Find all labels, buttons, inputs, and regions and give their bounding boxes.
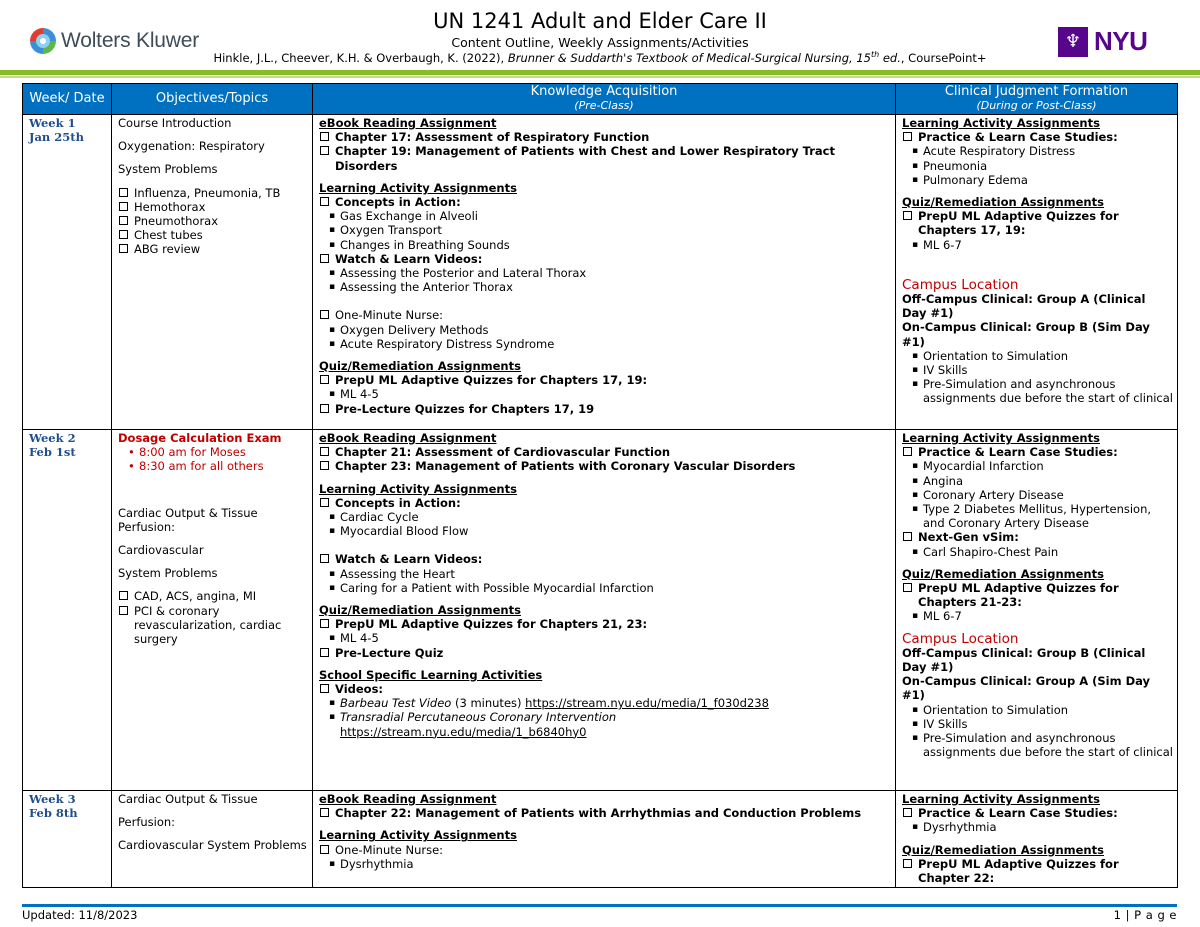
topic-label: Influenza, Pneumonia, TB (134, 185, 281, 200)
list-item: ▪ IV Skills (902, 363, 1173, 377)
citation-tail: , CoursePoint+ (900, 50, 987, 65)
checkbox-icon[interactable] (903, 132, 912, 141)
quiz-label: PrepU ML Adaptive Quizzes for Chapters 21-23: (918, 581, 1119, 610)
exam-time: • 8:00 am for Moses (118, 445, 308, 459)
campus-location-heading: Campus Location (902, 630, 1019, 647)
week-2-row (23, 430, 1178, 791)
quiz-item[interactable] (902, 857, 1173, 885)
activity-label: Practice & Learn Case Studies: (918, 806, 1118, 821)
quiz-item[interactable] (902, 209, 1173, 237)
list-item: ▪ Caring for a Patient with Possible Myocardial Infarction (319, 581, 891, 595)
list-item: ▪ Pulmonary Edema (902, 173, 1173, 187)
objective: Cardiac Output & Tissue Perfusion: (118, 505, 258, 534)
checkbox-icon[interactable] (320, 375, 329, 384)
week-3-cell (23, 791, 112, 888)
week-1-clinical (896, 115, 1178, 430)
col-knowledge-label: Knowledge Acquisition (530, 84, 678, 99)
section-heading: Learning Activity Assignments (902, 116, 1100, 130)
topic-checkbox[interactable] (118, 589, 308, 603)
video-link[interactable]: https://stream.nyu.edu/media/1_b6840hy0 (340, 724, 587, 739)
page-number: 1 | P a g e (1113, 908, 1177, 922)
week-2-date: Feb 1st (29, 445, 76, 460)
section-heading: Learning Activity Assignments (902, 792, 1100, 806)
week-3-row (23, 791, 1178, 888)
checkbox-icon[interactable] (320, 404, 329, 413)
section-heading: Quiz/Remediation Assignments (319, 359, 521, 374)
col-week: Week/ Date (23, 84, 112, 115)
checkbox-icon[interactable] (320, 197, 329, 206)
col-clinical-sub: (During or Post-Class) (976, 99, 1097, 112)
activity-item[interactable] (319, 195, 891, 209)
topic-label: Chest tubes (134, 228, 203, 243)
topic-checkbox[interactable] (118, 214, 308, 228)
activity-item[interactable] (319, 308, 891, 322)
list-item: ▪ IV Skills (902, 717, 1173, 731)
list-item: ▪ Type 2 Diabetes Mellitus, Hypertension, and Coronary Artery Disease (902, 502, 1173, 530)
col-clinical-label: Clinical Judgment Formation (944, 84, 1129, 99)
objective: Oxygenation: Respiratory (118, 139, 265, 154)
textbook-citation (0, 50, 1200, 65)
off-campus-clinical: Off-Campus Clinical: Group B (Clinical Day #1) (902, 645, 1146, 675)
section-heading: Learning Activity Assignments (902, 431, 1100, 445)
week-1-label: Week 1 (29, 116, 76, 130)
checkbox-icon[interactable] (320, 554, 329, 563)
activity-label: Concepts in Action: (335, 495, 461, 510)
list-item: ▪ Pneumonia (902, 159, 1173, 173)
exam-time: • 8:30 am for all others (118, 459, 308, 473)
reading-label: Chapter 21: Assessment of Cardiovascular Function (335, 445, 671, 460)
quiz-item[interactable] (319, 373, 891, 387)
list-item: ▪ Oxygen Transport (319, 223, 891, 237)
col-knowledge-sub: (Pre-Class) (574, 99, 634, 112)
schedule-table (22, 83, 1178, 888)
section-heading: Quiz/Remediation Assignments (319, 603, 521, 618)
section-heading: Quiz/Remediation Assignments (902, 195, 1104, 210)
list-item: ▪ Acute Respiratory Distress Syndrome (319, 337, 891, 351)
on-campus-clinical: On-Campus Clinical: Group A (Sim Day #1) (902, 674, 1151, 703)
week-2-objectives (112, 430, 313, 791)
quiz-label: Pre-Lecture Quizzes for Chapters 17, 19 (335, 401, 595, 416)
checkbox-icon[interactable] (320, 447, 329, 456)
week-1-cell (23, 115, 112, 430)
week-2-clinical (896, 430, 1178, 791)
reading-item[interactable] (319, 459, 891, 473)
list-item: ▪ Myocardial Blood Flow (319, 524, 891, 538)
week-1-row (23, 115, 1178, 430)
header-rule-thin (0, 76, 1200, 78)
checkbox-icon[interactable] (903, 859, 912, 868)
section-heading: eBook Reading Assignment (319, 116, 497, 130)
quiz-label: PrepU ML Adaptive Quizzes for Chapters 17, 19: (918, 209, 1119, 238)
list-item: ▪ Assessing the Anterior Thorax (319, 280, 891, 294)
week-2-cell (23, 430, 112, 791)
section-heading: eBook Reading Assignment (319, 792, 497, 806)
list-item: ▪ Changes in Breathing Sounds (319, 238, 891, 252)
checkbox-icon[interactable] (903, 447, 912, 456)
video-title: Barbeau Test Video (340, 696, 452, 711)
quiz-item[interactable] (319, 402, 891, 416)
quiz-label: Pre-Lecture Quiz (335, 645, 444, 660)
topic-label: PCI & coronary revascularization, cardiac surgery (134, 603, 282, 647)
objective: Perfusion: (118, 815, 176, 830)
footer-rule (22, 904, 1177, 907)
school-name: NYU (1094, 26, 1148, 56)
reading-label: Chapter 19: Management of Patients with Chest and Lower Respiratory Tract Disorders (335, 144, 835, 173)
video-title: Transradial Percutaneous Coronary Intervention (340, 710, 617, 725)
checkbox-icon[interactable] (320, 808, 329, 817)
campus-location-heading: Campus Location (902, 276, 1019, 293)
list-item: ▪ Assessing the Posterior and Lateral Thorax (319, 266, 891, 280)
checkbox-icon[interactable] (320, 146, 329, 155)
document-title: UN 1241 Adult and Elder Care II (433, 9, 767, 33)
list-item: ▪ Dysrhythmia (319, 857, 891, 871)
activity-label: One-Minute Nurse: (335, 308, 444, 323)
checkbox-icon[interactable] (903, 808, 912, 817)
reading-label: Chapter 17: Assessment of Respiratory Function (335, 130, 650, 145)
checkbox-icon[interactable] (119, 188, 128, 197)
activity-label: Next-Gen vSim: (918, 530, 1019, 545)
topic-checkbox[interactable] (118, 604, 308, 647)
checkbox-icon[interactable] (320, 254, 329, 263)
list-item: ▪ Oxygen Delivery Methods (319, 323, 891, 337)
citation-book: Brunner & Suddarth's Textbook of Medical-Surgical Nursing, 15 (507, 50, 871, 65)
week-2-label: Week 2 (29, 431, 76, 445)
quiz-label: PrepU ML Adaptive Quizzes for Chapters 17, 19: (335, 373, 648, 388)
list-item: ▪ ML 4-5 (319, 631, 891, 645)
video-duration: (3 minutes) (451, 696, 526, 711)
list-item: ▪ Carl Shapiro-Chest Pain (902, 545, 1173, 559)
reading-item[interactable] (319, 445, 891, 459)
list-item: ▪ Dysrhythmia (902, 820, 1173, 834)
reading-item[interactable] (319, 130, 891, 144)
activity-label: Videos: (335, 682, 384, 697)
section-heading: School Specific Learning Activities (319, 667, 543, 682)
table-header-row (23, 84, 1178, 115)
activity-label: Watch & Learn Videos: (335, 251, 483, 266)
quiz-item[interactable] (319, 646, 891, 660)
checkbox-icon[interactable] (903, 532, 912, 541)
topic-label: CAD, ACS, angina, MI (134, 589, 257, 604)
week-3-objectives (112, 791, 313, 888)
exam-title: Dosage Calculation Exam (118, 431, 282, 445)
week-3-knowledge (313, 791, 896, 888)
citation-edition: ed. (879, 50, 901, 65)
reading-label: Chapter 22: Management of Patients with Arrhythmias and Conduction Problems (335, 806, 862, 821)
document-subtitle: Content Outline, Weekly Assignments/Activities (451, 35, 749, 50)
checkbox-icon[interactable] (320, 845, 329, 854)
checkbox-icon[interactable] (119, 591, 128, 600)
torch-icon: ♆ (1058, 27, 1088, 57)
checkbox-icon[interactable] (320, 619, 329, 628)
list-item: ▪ Gas Exchange in Alveoli (319, 209, 891, 223)
updated-date: Updated: 11/8/2023 (22, 908, 138, 922)
col-objectives: Objectives/Topics (112, 84, 313, 115)
topic-label: ABG review (134, 242, 201, 257)
reading-item[interactable] (319, 806, 891, 820)
list-item: ▪ Myocardial Infarction (902, 459, 1173, 473)
week-1-knowledge (313, 115, 896, 430)
week-2-knowledge (313, 430, 896, 791)
activity-item[interactable] (902, 530, 1173, 544)
checkbox-icon[interactable] (903, 583, 912, 592)
objective: Cardiac Output & Tissue (118, 792, 258, 806)
topic-checkbox[interactable] (118, 200, 308, 214)
off-campus-clinical: Off-Campus Clinical: Group A (Clinical Day #1) (902, 292, 1146, 321)
col-knowledge (313, 84, 896, 115)
checkbox-icon[interactable] (119, 230, 128, 239)
topic-label: Hemothorax (134, 199, 206, 214)
week-3-clinical (896, 791, 1178, 888)
reading-label: Chapter 23: Management of Patients with Coronary Vascular Disorders (335, 459, 796, 474)
video-item (319, 710, 891, 738)
citation-authors: Hinkle, J.L., Cheever, K.H. & Overbaugh, K. (2022), (213, 50, 508, 65)
objective: System Problems (118, 566, 218, 581)
checkbox-icon[interactable] (119, 244, 128, 253)
video-link[interactable]: https://stream.nyu.edu/media/1_f030d238 (525, 696, 769, 711)
reading-item[interactable] (319, 144, 891, 172)
activity-label: Concepts in Action: (335, 195, 461, 210)
citation-sup: th (870, 50, 880, 59)
week-3-date: Feb 8th (29, 806, 78, 821)
header-rule (0, 70, 1200, 75)
objective: Course Introduction (118, 116, 232, 130)
checkbox-icon[interactable] (320, 461, 329, 470)
list-item: ▪ Orientation to Simulation (902, 349, 1173, 363)
list-item: ▪ Cardiac Cycle (319, 510, 891, 524)
topic-checkbox[interactable] (118, 242, 308, 256)
activity-item[interactable] (902, 130, 1173, 144)
list-item: ▪ Coronary Artery Disease (902, 488, 1173, 502)
topic-label: Pneumothorax (134, 214, 219, 229)
checkbox-icon[interactable] (320, 132, 329, 141)
activity-label: Practice & Learn Case Studies: (918, 445, 1118, 460)
list-item: ▪ Acute Respiratory Distress (902, 144, 1173, 158)
activity-item[interactable] (319, 552, 891, 566)
checkbox-icon[interactable] (320, 498, 329, 507)
checkbox-icon[interactable] (320, 310, 329, 319)
list-item: ▪ ML 4-5 (319, 387, 891, 401)
list-item: ▪ ML 6-7 (902, 238, 1173, 252)
activity-item[interactable] (902, 445, 1173, 459)
activity-label: Watch & Learn Videos: (335, 552, 483, 567)
activity-item[interactable] (319, 843, 891, 857)
checkbox-icon[interactable] (320, 648, 329, 657)
objective: Cardiovascular (118, 543, 204, 558)
list-item: ▪ Pre-Simulation and asynchronous assignments due before the start of clinical (902, 377, 1173, 405)
objective: System Problems (118, 162, 218, 177)
week-3-label: Week 3 (29, 792, 76, 806)
quiz-item[interactable] (902, 581, 1173, 609)
activity-item[interactable] (319, 252, 891, 266)
video-item (319, 696, 891, 710)
list-item: ▪ ML 6-7 (902, 609, 1173, 623)
checkbox-icon[interactable] (320, 684, 329, 693)
section-heading: Learning Activity Assignments (319, 828, 517, 843)
list-item: ▪ Pre-Simulation and asynchronous assignments due before the start of clinical (902, 731, 1173, 759)
objective: Cardiovascular System Problems (118, 838, 307, 853)
list-item: ▪ Assessing the Heart (319, 567, 891, 581)
checkbox-icon[interactable] (119, 202, 128, 211)
checkbox-icon[interactable] (119, 216, 128, 225)
section-heading: Learning Activity Assignments (319, 481, 517, 496)
school-logo (1058, 26, 1147, 57)
checkbox-icon[interactable] (903, 211, 912, 220)
topic-checkbox[interactable] (118, 186, 308, 200)
publisher-name: Wolters Kluwer (61, 29, 200, 52)
activity-item[interactable] (319, 496, 891, 510)
section-heading: eBook Reading Assignment (319, 431, 497, 445)
week-1-date: Jan 25th (29, 130, 84, 145)
section-heading: Quiz/Remediation Assignments (902, 566, 1104, 581)
quiz-label: PrepU ML Adaptive Quizzes for Chapter 22: (918, 856, 1119, 886)
topic-checkbox[interactable] (118, 228, 308, 242)
quiz-label: PrepU ML Adaptive Quizzes for Chapters 21, 23: (335, 617, 648, 632)
list-item: ▪ Angina (902, 474, 1173, 488)
list-item: ▪ Orientation to Simulation (902, 703, 1173, 717)
activity-item[interactable] (319, 682, 891, 696)
col-clinical (896, 84, 1178, 115)
section-heading: Quiz/Remediation Assignments (902, 842, 1104, 857)
activity-label: One-Minute Nurse: (335, 842, 444, 857)
section-heading: Learning Activity Assignments (319, 180, 517, 195)
activity-item[interactable] (902, 806, 1173, 820)
on-campus-clinical: On-Campus Clinical: Group B (Sim Day #1) (902, 320, 1150, 349)
document-header (0, 0, 1200, 80)
activity-label: Practice & Learn Case Studies: (918, 130, 1118, 145)
checkbox-icon[interactable] (119, 606, 128, 615)
week-1-objectives (112, 115, 313, 430)
quiz-item[interactable] (319, 617, 891, 631)
